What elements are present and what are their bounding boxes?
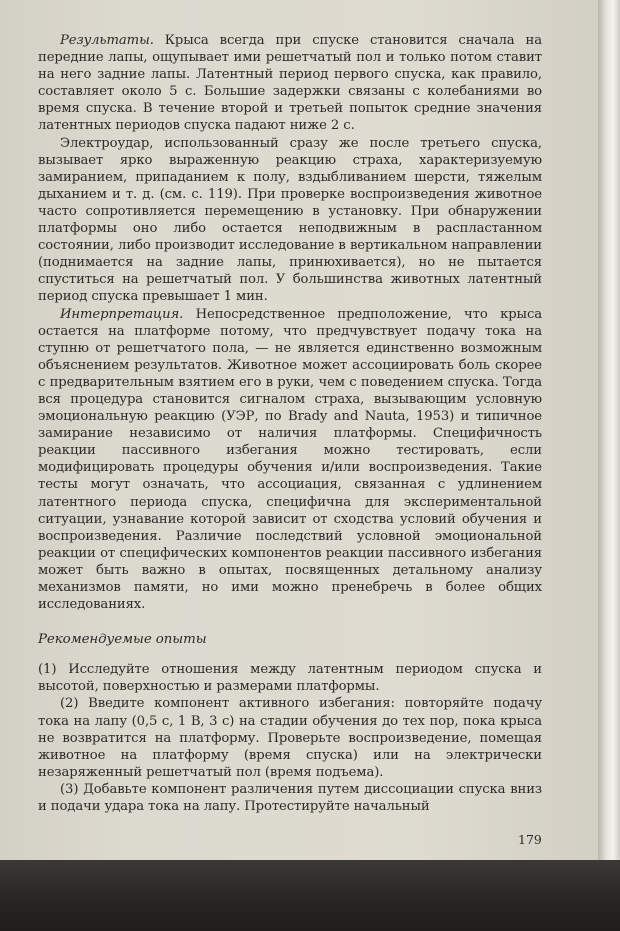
paragraph-lead: Интерпретация. [60,306,184,322]
paragraph-shock [38,135,542,306]
list-item-3: (3) Добавьте компонент различения путем диссоциации спуска вниз и подачи удара тока на лапу. Протестируйте начальный [38,781,542,815]
paragraph-text: Крыса всегда при спуске становится сначала на передние лапы, ощупывает ими решетчатый пол и только потом ставит на него задние лапы. Латентный период первого спуска, как правило, составляет около 5 с. Большие задержки связаны с колебаниями во время спуска. В течение второй и третьей попыток средние значения латентных периодов спуска падают ниже 2 с. [38,33,542,134]
paragraph-text: Непосредственное предположение, что крыса остается на платформе потому, что предчувствует подачу тока на ступню от решетчатого пола, — не является единственно возможным объяснением результатов. Животное может ассоциировать боль скорее с предварительным взятием его в руки, чем с поведением спуска. Тогда вся процедура становится сигналом страха, вызывающим условную эмоциональную реакцию (УЭР, по Brady and Nauta, 1953) и типичное замирание независимо от наличия платформы. Специфичность реакции пассивного избегания можно тестировать, если модифицировать процедуры обучения и/или воспроизведения. Такие тесты могут означать, что ассоциация, связанная с удлинением латентного периода спуска, специфична для экспериментальной ситуации, узнавание которой зависит от сходства условий обучения и воспроизведения. Различие последствий условной эмоциональной реакции от специфических компонентов реакции пассивного избегания может быть важно в опытах, посвященных детальному анализу механизмов памяти, но ими можно пренебречь в более общих исследованиях. [38,306,542,613]
page-text [38,32,542,815]
list-item-2: (2) Введите компонент активного избегания: повторяйте подачу тока на лапу (0,5 с, 1 В, 3 с) на стадии обучения до тех пор, пока крыса не возвратится на платформу. Проверьте воспроизведение, помещая животное на платформу (время спуска) или на электрически незаряженный решетчатый пол (время подъема). [38,696,542,780]
page-edge [598,0,620,870]
section-heading: Рекомендуемые опыты [38,632,207,648]
list-item-1: (1) Исследуйте отношения между латентным периодом спуска и высотой, поверхностью и размерами платформы. [38,662,542,695]
paragraph-lead: Результаты. [60,33,154,48]
page-number: 179 [518,832,542,847]
paragraph-text: Электроудар, использованный сразу же после третьего спуска, вызывает ярко выраженную реакцию страха, характеризуемую замиранием, припаданием к полу, вздыбливанием шерсти, тяжелым дыханием и т. д. (см. с. 119). При проверке воспроизведения животное часто сопротивляется перемещению в установку. При обнаружении платформы оно либо остается неподвижным в распластанном состоянии, либо производит исследование в вертикальном направлении (поднимается на задние лапы, принюхивается), но не пытается спуститься на решетчатый пол. У большинства животных латентный период спуска превышает 1 мин. [38,135,542,305]
paragraph-results [38,32,542,135]
scan-shadow [0,860,620,931]
paragraph-interpretation [38,306,542,614]
